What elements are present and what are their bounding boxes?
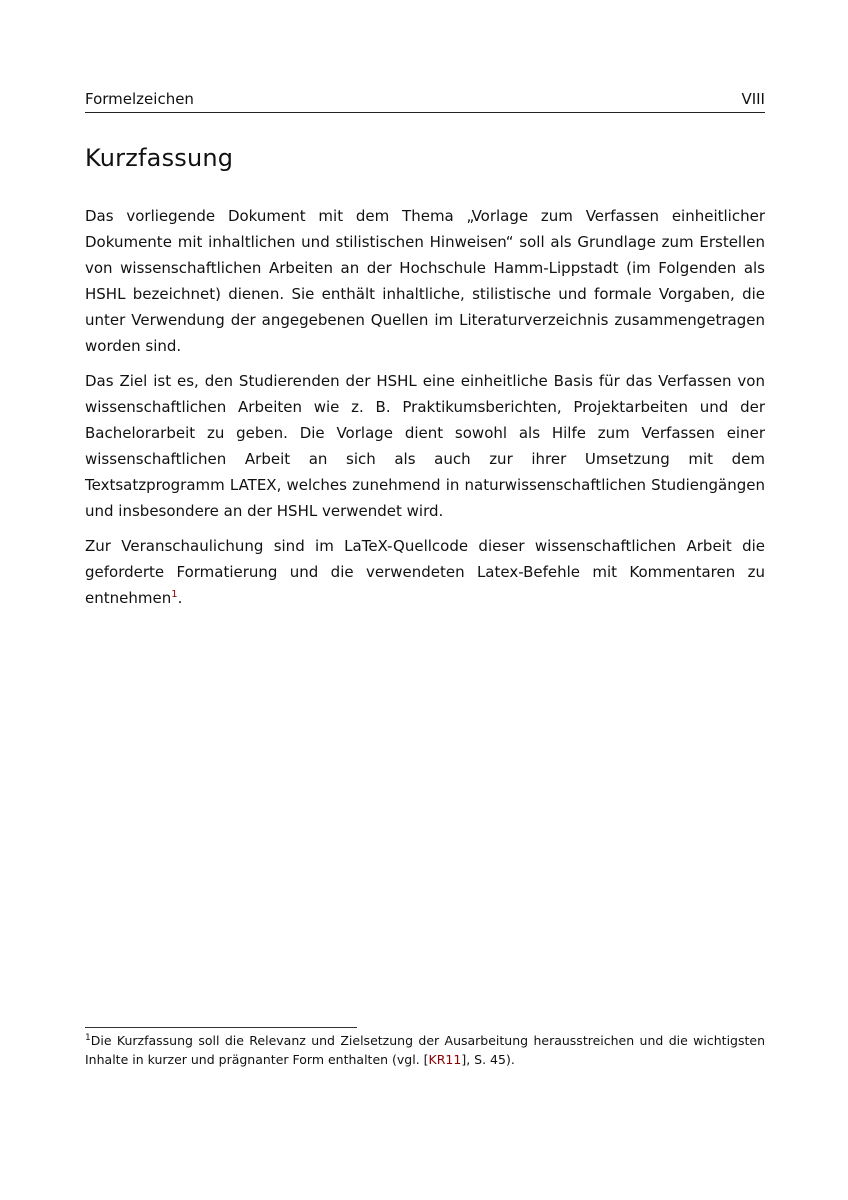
- abstract-paragraph-3: Zur Veranschaulichung sind im LaTeX-Quellcode dieser wissenschaftlichen Arbeit die geforderte Formatierung und die verwendeten Latex-Befehle mit Kommentaren zu entnehmen$^1$.: [85, 537, 765, 607]
- footnote-text-before: Die Kurzfassung soll die Relevanz und Zielsetzung der Ausarbeitung herausstreichen und die wichtigsten Inhalte in kurzer und prägnanter Form enthalten (vgl. [: [85, 1033, 765, 1067]
- header-page-number: VIII: [741, 90, 765, 108]
- abstract-body: [85, 203, 765, 620]
- footnote-marker-link[interactable]: 1: [171, 589, 178, 600]
- footnote-text-after: ], S. 45).: [461, 1052, 515, 1067]
- running-header: [85, 88, 765, 113]
- footnote: [85, 1031, 765, 1069]
- section-title: Kurzfassung: [85, 144, 234, 172]
- abstract-paragraph-1: Das vorliegende Dokument mit dem Thema „Vorlage zum Verfassen einheitlicher Dokumente mit inhaltlichen und stilistischen Hinweisen“ soll als Grundlage zum Erstellen von wissenschaftlichen Arbeiten an der Hochschule Hamm-Lippstadt (im Folgenden als HSHL bezeichnet) dienen. Sie enthält inhaltliche, stilistische und formale Vorgaben, die unter Verwendung der angegebenen Quellen im Literaturverzeichnis zusammengetragen worden sind.: [85, 207, 765, 355]
- abstract-paragraph-2: Das Ziel ist es, den Studierenden der HSHL eine einheitliche Basis für das Verfassen von wissenschaftlichen Arbeiten wie z. B. Praktikumsberichten, Projektarbeiten und der Bachelorarbeit zu geben. Die Vorlage dient sowohl als Hilfe zum Verfassen einer wissenschaftlichen Arbeit an sich als auch zur ihrer Umsetzung mit dem Textsatzprogramm LATEX, welches zunehmend in naturwissenschaftlichen Studiengängen und insbesondere an der HSHL verwendet wird.: [85, 372, 765, 520]
- footnote-rule: [85, 1027, 357, 1028]
- citation-link[interactable]: KR11: [428, 1052, 462, 1067]
- header-chapter-title: Formelzeichen: [85, 90, 194, 108]
- abstract-paragraph-3-text: Zur Veranschaulichung sind im LaTeX-Quellcode dieser wissenschaftlichen Arbeit die geforderte Formatierung und die verwendeten Latex-Befehle mit Kommentaren zu entnehmen: [85, 537, 765, 607]
- footnote-number: 1: [85, 1032, 91, 1043]
